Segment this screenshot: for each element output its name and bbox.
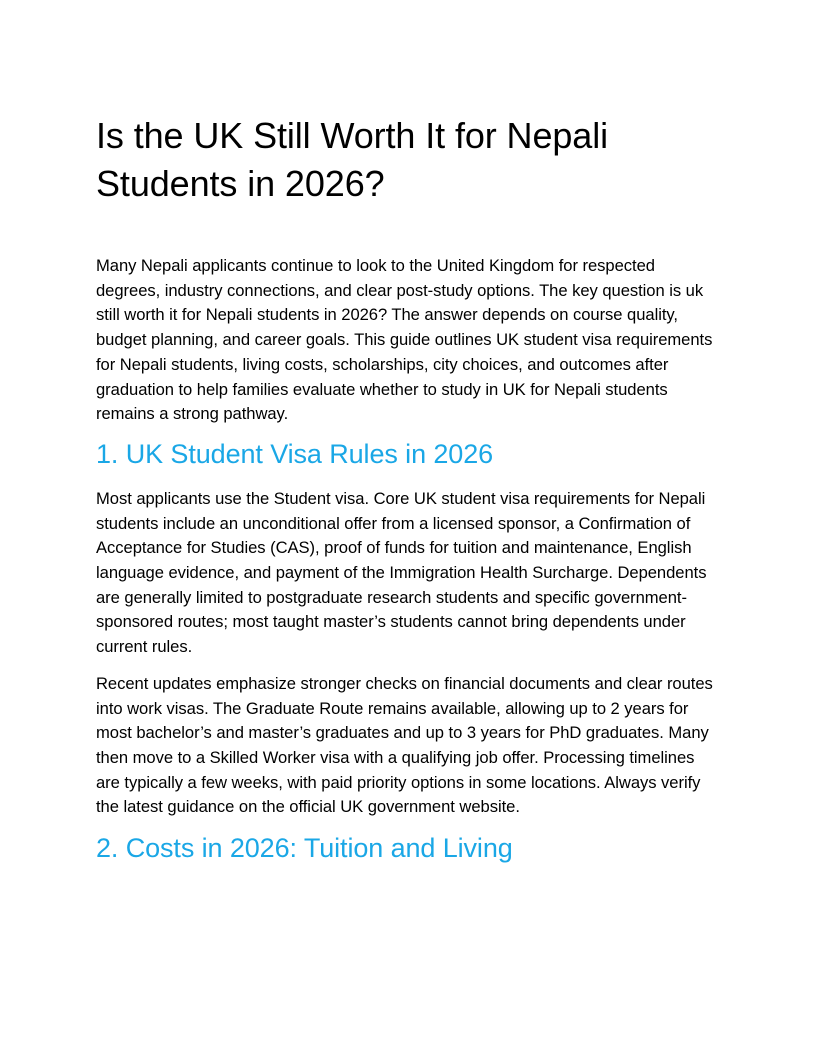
section-heading-costs: 2. Costs in 2026: Tuition and Living: [96, 833, 513, 864]
document-title: Is the UK Still Worth It for Nepali Students in 2026?: [96, 115, 609, 204]
visa-rules-paragraph-2: Recent updates emphasize stronger checks on financial documents and clear routes into work visas. The Graduate Route remains available, allowing up to 2 years for most bachelor’s and master’s graduates and up to 3 years for PhD graduates. Many then move to a Skilled Worker visa with a qualifying job offer. Processing timelines are typically a few weeks, with paid priority options in some locations. Always verify the latest guidance on the official UK government website.: [96, 673, 713, 817]
visa-rules-paragraph-1: Most applicants use the Student visa. Core UK student visa requirements for Nepali students include an unconditional offer from a licensed sponsor, a Confirmation of Acceptance for Studies (CAS), proof of funds for tuition and maintenance, English language evidence, and payment of the Immigration Health Surcharge. Dependents are generally limited to postgraduate research students and specific government-sponsored routes; most taught master’s students cannot bring dependents under current rules.: [96, 488, 707, 657]
intro-paragraph: Many Nepali applicants continue to look to the United Kingdom for respected degrees, industry connections, and clear post-study options. The key question is uk still worth it for Nepali students in 2026? The answer depends on course quality, budget planning, and career goals. This guide outlines UK student visa requirements for Nepali students, living costs, scholarships, city choices, and outcomes after graduation to help families evaluate whether to study in UK for Nepali students remains a strong pathway.: [96, 256, 713, 424]
document-page: [96, 112, 720, 881]
section-heading-visa-rules: 1. UK Student Visa Rules in 2026: [96, 438, 494, 469]
